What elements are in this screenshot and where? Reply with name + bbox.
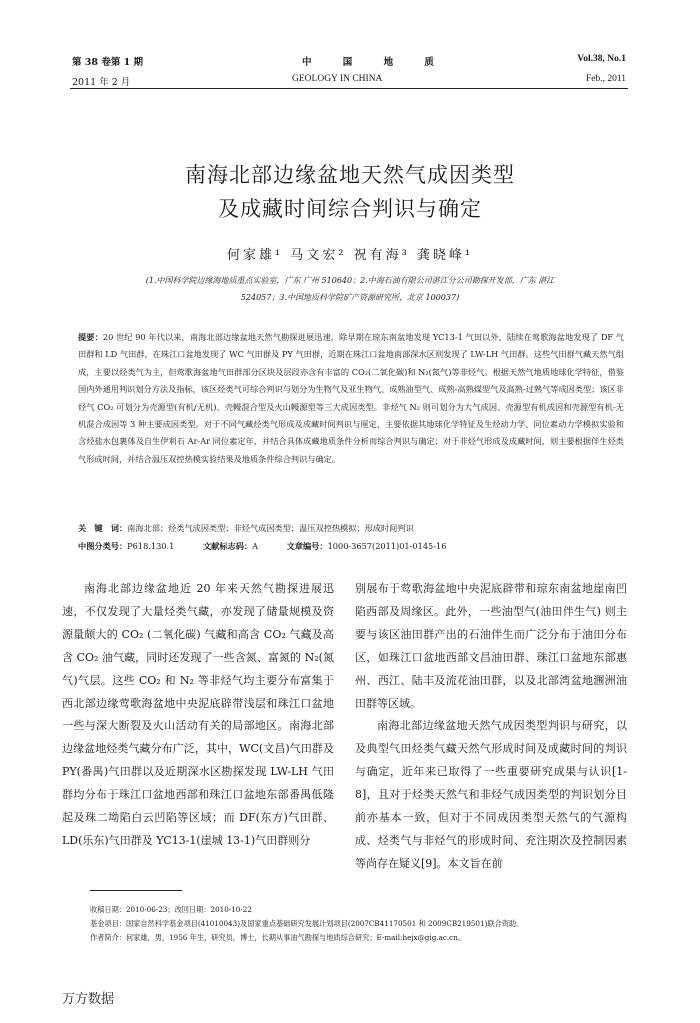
header-rule bbox=[70, 88, 628, 89]
issue-date-cn: 2011 年 2 月 bbox=[72, 77, 131, 88]
body-paragraph: 南海北部边缘盆地近 20 年来天然气勘探进展迅速，不仅发现了大量烃类气藏，亦发现了储量规模及资源量颇大的 CO₂ (二氧化碳) 气藏和高含 CO₂ 气藏及高含 CO₂ 油气藏，同时还发现了一些含氮、富氮的 N₂(氮气)气层。这些 CO₂ 和 N₂ 等非烃气均主要分布富集于西北部边缘莺歌海盆地中央泥底辟带浅层和珠江口盆地一些与深大断裂及火山活动有关的局部地区。南海北部边缘盆地烃类气藏分布广泛，其中，WC(文昌)气田群及 PY(番禺)气田群以及近期深水区勘探发现 LW-LH 气田群均分布于珠江口盆地西部和珠江口盆地东部番禺低隆起及珠二坳陷白云凹陷等区域；而 DF(东方)气田群、LD(乐东)气田群及 YC13-1(崖城 13-1)气田群则分 bbox=[62, 582, 334, 847]
body-column-right bbox=[355, 578, 627, 876]
clc-label: 中图分类号： bbox=[78, 541, 128, 551]
issue-date-en: Feb., 2011 bbox=[585, 74, 626, 84]
keywords bbox=[78, 520, 624, 537]
footnote-funding: 基金项目：国家自然科学基金项目(41010043)及国家重点基础研究发展计划项目(2007CB41170501 和 2009CB219501)联合资助。 bbox=[90, 919, 524, 928]
affiliation-line-1: (1.中国科学院边缘海地质重点实验室，广东 广州 510640；2.中海石油有限公司湛江分公司勘探开发部，广东 湛江 bbox=[145, 276, 555, 285]
author-list: 何家雄¹ 马文宏² 祝有海³ 龚晓峰¹ bbox=[226, 248, 474, 263]
abstract-label: 提要： bbox=[78, 332, 103, 342]
footnote-author-bio: 作者简介：何家雄，男，1956 年生，研究员，博士，长期从事油气勘探与地质综合研究；E-mail:hejx@gig.ac.cn。 bbox=[90, 933, 466, 942]
body-paragraph: 南海北部边缘盆地天然气成因类型判识与研究，以及典型气田烃类气藏天然气形成时间及成藏时间的判识与确定，近年来已取得了一些重要研究成果与认识[1-8]，且对于烃类天然气和非烃气成因类型的判识划分目前亦基本一致，但对于不同成因类型天然气的气源构成、烃类气与非烃气的形成时间、充注期次及控制因素等尚存在疑义[9]。本文旨在前 bbox=[355, 719, 627, 870]
classification-line bbox=[78, 538, 624, 555]
journal-volume-issue: 第 38 卷第 1 期 bbox=[72, 57, 144, 68]
journal-name-en: GEOLOGY IN CHINA bbox=[292, 74, 383, 84]
article-id-value: 1000-3657(2011)01-0145-16 bbox=[327, 541, 447, 551]
keywords-label: 关 键 词： bbox=[78, 523, 128, 533]
abstract bbox=[78, 329, 624, 468]
journal-name-cn: 中 国 地 质 bbox=[302, 57, 448, 68]
footnote-received: 收稿日期：2010-06-23；改回日期：2010-10-22 bbox=[90, 905, 252, 914]
title-line-2: 及成藏时间综合判识与确定 bbox=[218, 197, 482, 221]
keywords-text: 南海北部；烃类气成因类型；非烃气成因类型；温压双控热模拟；形成时间判识 bbox=[127, 523, 414, 533]
watermark-text: 万方数据 bbox=[62, 992, 115, 1007]
body-paragraph: 别展布于莺歌海盆地中央泥底辟带和琼东南盆地崖南凹陷西部及周缘区。此外，一些油型气(油田伴生气) 则主要与该区油田群产出的石油伴生而广泛分布于油田分布区，如珠江口盆地西部文昌油田群、珠江口盆地东部惠州、西江、陆丰及流花油田群，以及北部湾盆地涠洲油田群等区域。 bbox=[355, 582, 627, 710]
article-id-label: 文章编号： bbox=[286, 541, 328, 551]
doc-code-value: A bbox=[252, 541, 258, 551]
affiliation-line-2: 524057；3.中国地质科学院矿产资源研究所，北京 100037) bbox=[240, 293, 460, 302]
title-line-1: 南海北部边缘盆地天然气成因类型 bbox=[185, 163, 515, 187]
clc-value: P618.130.1 bbox=[127, 541, 175, 551]
doc-code-label: 文献标志码： bbox=[202, 541, 253, 551]
affiliations bbox=[88, 272, 612, 306]
abstract-text: 20 世纪 90 年代以来，南海北部边缘盆地天然气勘探进展迅速，除早期在琼东南盆地发现 YC13-1 气田以外，陆续在莺歌海盆地发现了 DF 气田群和 LD 气田群，在珠江口盆地发现了 WC 气田群及 PY 气田群，近期在珠江口盆地南部深水区则发现了 LW-LH 气田群。这些气田群气藏天然气组成，主要以烃类气为主，但莺歌海盆地气田群部分区块及层段亦含有丰富的 CO₂(二氧化碳)和 N₂(氮气)等非烃气。根据天然气地质地球化学特征，借鉴国内外通用判识划分方法及指标，该区烃类气可综合判识与划分为生物气及亚生物气、成熟油型气、成熟-高熟煤型气及高熟-过熟气等成因类型；该区非烃气 CO₂ 可划分为壳源型(有机/无机)、壳幔混合型及火山幔源型等三大成因类型。非烃气 N₂ 则可划分为大气成因、壳源型有机成因和壳源型有机-无机混合成因等 3 种主要成因类型。对于不同气藏烃类气形成及成藏时间判识与厘定，主要依据其地球化学特征及生烃动力学、同位素动力学模拟实验和含烃盐水包裹体及自生伊利石 Ar-Ar 同位素定年，并结合具体成藏地质条件分析而综合判识与确定；对于非烃气形成及成藏时间，则主要根据伴生烃类气形成时间，并结合温压双控热模实验结果及地质条件综合判识与确定。 bbox=[78, 332, 624, 464]
body-column-left bbox=[62, 578, 334, 853]
article-title bbox=[60, 158, 640, 226]
journal-volume-en: Vol.38, No.1 bbox=[577, 54, 626, 64]
footnote-rule bbox=[90, 890, 182, 891]
